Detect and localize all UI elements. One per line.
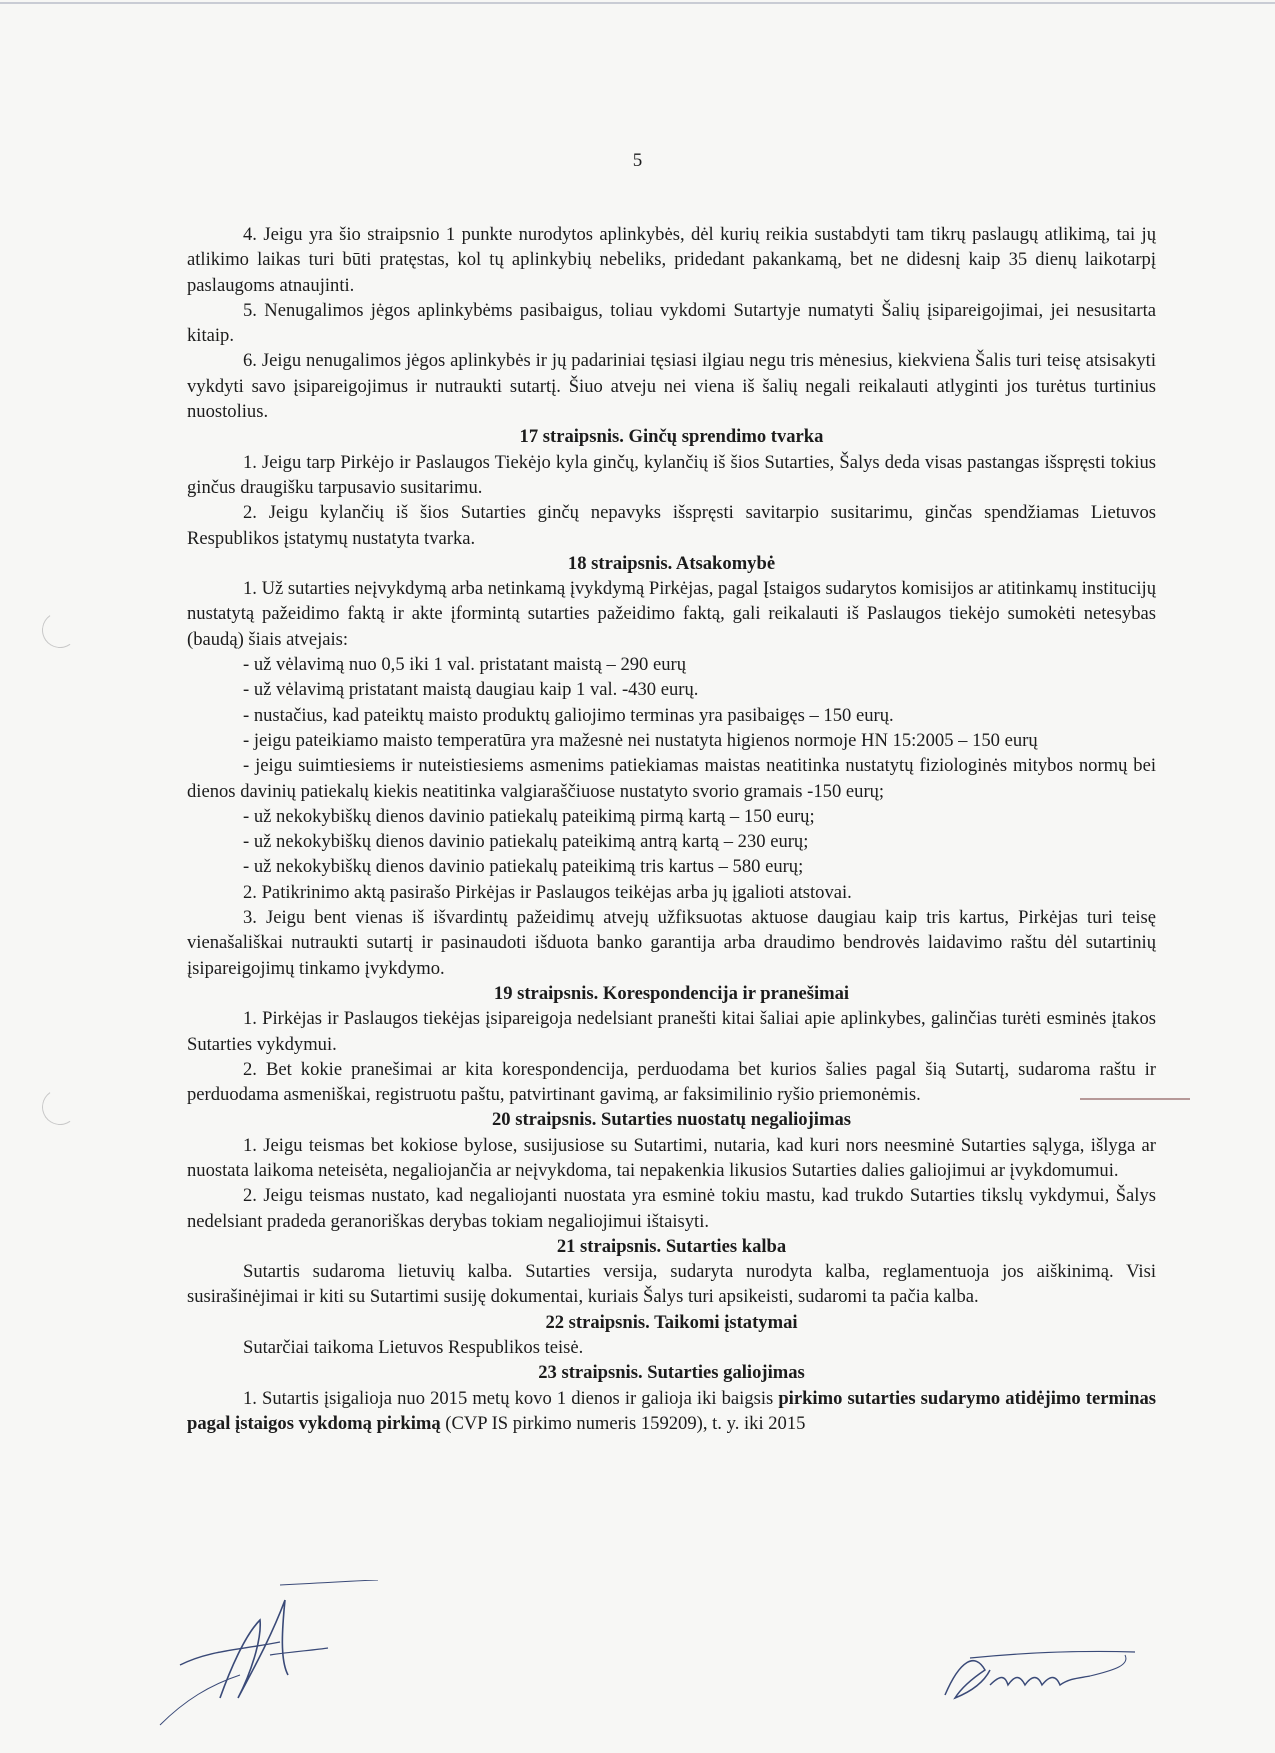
paragraph: - už vėlavimą pristatant maistą daugiau kaip 1 val. -430 eurų. <box>243 679 699 701</box>
signature-right <box>930 1640 1140 1710</box>
document-body <box>187 222 1156 1436</box>
paragraph-text: (CVP IS pirkimo numeris 159209), t. y. iki 2015 <box>440 1412 806 1434</box>
paragraph: - už nekokybiškų dienos davinio patiekalų pateikimą antrą kartą – 230 eurų; <box>243 831 809 853</box>
paragraph: - už nekokybiškų dienos davinio patiekalų pateikimą tris kartus – 580 eurų; <box>243 856 804 878</box>
punch-hole-mark <box>39 1086 81 1128</box>
paragraph: 2. Jeigu kylančių iš šios Sutarties ginčų nepavyks išspręsti savitarpio susitarimu, ginčas spendžiamas Lietuvos Respublikos įstatymų nustatyta tvarka. <box>187 502 1156 549</box>
paragraph: - nustačius, kad pateiktų maisto produktų galiojimo terminas yra pasibaigęs – 150 eurų. <box>243 704 894 726</box>
paragraph-text: 1. Sutartis įsigalioja nuo 2015 metų kovo 1 dienos ir galioja iki baigsis <box>243 1387 779 1409</box>
paragraph: 4. Jeigu yra šio straipsnio 1 punkte nurodytos aplinkybės, dėl kurių reikia sustabdyti tam tikrų paslaugų atlikimą, tai jų atlikimo laikas turi būti pratęstas, kol tų aplinkybių nebeliks, pridedant pakankamą, bet ne didesnį kaip 35 dienų laikotarpį paslaugoms atnaujinti. <box>187 224 1156 296</box>
section-heading: 20 straipsnis. Sutarties nuostatų negaliojimas <box>491 1109 851 1131</box>
paragraph: - už vėlavimą nuo 0,5 iki 1 val. pristatant maistą – 290 eurų <box>243 654 687 676</box>
paragraph: 3. Jeigu bent vienas iš išvardintų pažeidimų atvejų užfiksuotas aktuose daugiau kaip tris kartus, Pirkėjas turi teisę vienašališkai nutraukti sutartį ir pasinaudoti išduota banko garantija arba draudimo bendrovės laidavimo raštu dėl sutartinių įsipareigojimų tinkamo įvykdymo. <box>187 907 1156 979</box>
paragraph: - už nekokybiškų dienos davinio patiekalų pateikimą pirmą kartą – 150 eurų; <box>243 805 815 827</box>
paragraph: 1. Jeigu teismas bet kokiose bylose, susijusiose su Sutartimi, nutaria, kad kuri nors neesminė Sutarties sąlyga, išlyga ar nuostata laikoma neteisėta, negaliojančia ar neįvykdoma, tai nepakenkia likusios Sutarties dalies galiojimui ar įvykdomumui. <box>187 1134 1156 1181</box>
paragraph: 1. Už sutarties neįvykdymą arba netinkamą įvykdymą Pirkėjas, pagal Įstaigos sudarytos komisijos ar atitinkamų institucijų nustatytą pažeidimo faktą ir akte įformintą sutarties pažeidimo faktą, gali reikalauti iš Paslaugos tiekėjo sumokėti netesybas (baudą) šiais atvejais: <box>187 578 1156 650</box>
paragraph: - jeigu pateikiamo maisto temperatūra yra mažesnė nei nustatyta higienos normoje HN 15:2005 – 150 eurų <box>243 729 1038 751</box>
paragraph: 1. Jeigu tarp Pirkėjo ir Paslaugos Tiekėjo kyla ginčų, kylančių iš šios Sutarties, Šalys deda visas pastangas išspręsti tokius ginčus draugišku tarpusavio susitarimu. <box>187 451 1156 498</box>
paragraph: 2. Jeigu teismas nustato, kad negaliojanti nuostata yra esminė tokiu mastu, kad trukdo Sutarties tikslų vykdymui, Šalys nedelsiant pradeda geranoriškas derybas tokiam negaliojimui ištaisyti. <box>187 1185 1156 1232</box>
punch-hole-mark <box>39 609 81 651</box>
paragraph: - jeigu suimtiesiems ir nuteistiesiems asmenims patiekiamas maistas neatitinka nustatytų fiziologinės mitybos normų bei dienos davinių patiekalų kiekis neatitinka valgiaraščiuose nustatyto svorio gramais -150 eurų; <box>187 755 1156 802</box>
paragraph: Sutartis sudaroma lietuvių kalba. Sutarties versija, sudaryta nurodyta kalba, reglamentuoja jos aiškinimą. Visi susirašinėjimai ir kiti su Sutartimi susiję dokumentai, kuriais Šalys turi apsikeisti, sudaromi ta pačia kalba. <box>187 1261 1156 1308</box>
paragraph: 2. Bet kokie pranešimai ar kita korespondencija, perduodama bet kurios šalies pagal šią Sutartį, sudaroma raštu ir perduodama asmeniškai, registruotu paštu, patvirtinant gavimą, ar faksimilinio ryšio priemonėmis. <box>187 1058 1156 1106</box>
paragraph: 2. Patikrinimo aktą pasirašo Pirkėjas ir Paslaugos teikėjas arba jų įgalioti atstovai. <box>243 881 852 903</box>
section-heading: 22 straipsnis. Taikomi įstatymai <box>545 1311 798 1333</box>
paragraph: 5. Nenugalimos jėgos aplinkybėms pasibaigus, toliau vykdomi Sutartyje numatyti Šalių įsipareigojimai, jei nesusitarta kitaip. <box>187 299 1156 347</box>
signature-left <box>150 1580 380 1730</box>
section-heading: 18 straipsnis. Atsakomybė <box>567 552 776 574</box>
scan-edge-line <box>0 2 1275 4</box>
section-heading: 23 straipsnis. Sutarties galiojimas <box>538 1362 805 1384</box>
paragraph: Sutarčiai taikoma Lietuvos Respublikos teisė. <box>243 1337 584 1359</box>
paragraph: 6. Jeigu nenugalimos jėgos aplinkybės ir jų padariniai tęsiasi ilgiau negu tris mėnesius, kiekviena Šalis turi teisę atsisakyti vykdyti savo įsipareigojimus ir nutraukti sutartį. Šiuo atveju nei viena iš šalių negali reikalauti atlyginti jos turėtus turtinius nuostolius. <box>187 350 1156 423</box>
section-heading: 19 straipsnis. Korespondencija ir pranešimai <box>493 982 850 1004</box>
paragraph-final <box>187 1386 1156 1437</box>
page-number: 5 <box>632 150 643 171</box>
section-heading: 17 straipsnis. Ginčų sprendimo tvarka <box>519 426 824 448</box>
paragraph: 1. Pirkėjas ir Paslaugos tiekėjas įsipareigoja nedelsiant pranešti kitai šaliai apie aplinkybes, galinčias turėti esminės įtakos Sutarties vykdymui. <box>187 1008 1156 1055</box>
section-heading: 21 straipsnis. Sutarties kalba <box>556 1235 787 1257</box>
paragraph-bold-text: pirkimo sutarties sudarymo atidėjimo terminas pagal įstaigos vykdomą pirkimą <box>187 1387 1156 1434</box>
